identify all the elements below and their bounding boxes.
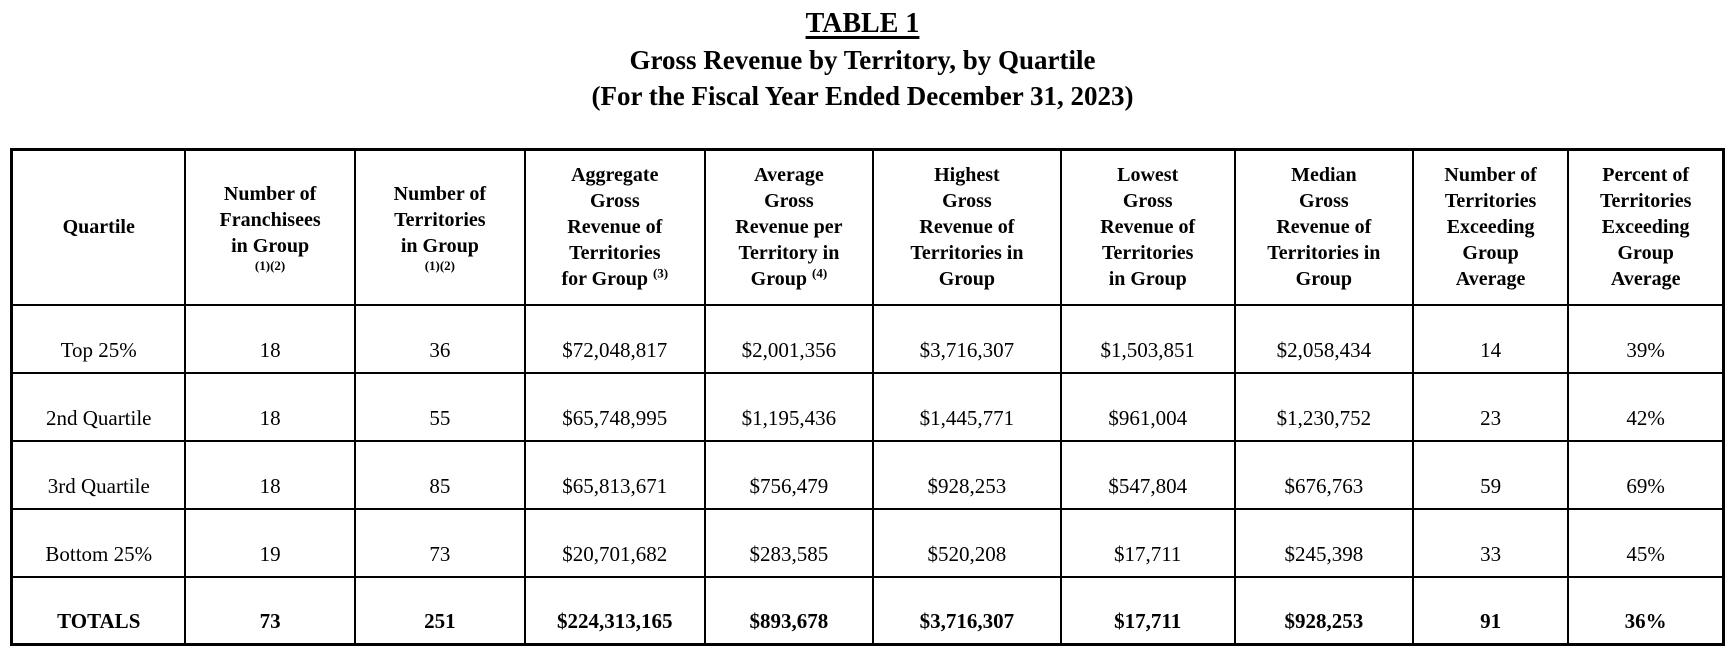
value-cell: $3,716,307 (873, 305, 1060, 373)
value-cell: $224,313,165 (525, 577, 705, 645)
value-cell: $756,479 (705, 441, 874, 509)
column-header-label: Number of Territories Exceeding Group Average (1444, 164, 1537, 291)
column-header-quartile (12, 150, 186, 305)
column-header-label: Aggregate Gross Revenue of Territories for Group $^{(3)}$ (561, 164, 669, 291)
row-label-cell: 2nd Quartile (12, 373, 186, 441)
quartile-row (12, 509, 1724, 577)
value-cell: 23 (1413, 373, 1569, 441)
row-label-cell: TOTALS (12, 577, 186, 645)
value-cell: 69% (1568, 441, 1723, 509)
quartile-row (12, 441, 1724, 509)
value-cell: 36% (1568, 577, 1723, 645)
value-cell: $893,678 (705, 577, 874, 645)
row-label-cell: Top 25% (12, 305, 186, 373)
value-cell: $3,716,307 (873, 577, 1060, 645)
value-cell: 18 (185, 441, 354, 509)
quartile-row (12, 373, 1724, 441)
column-header-average-gross-revenue-per-territory (705, 150, 874, 305)
gross-revenue-by-quartile-table (10, 148, 1725, 646)
footnote-reference: (4) (811, 265, 828, 281)
value-cell: 36 (355, 305, 525, 373)
value-cell: $928,253 (1235, 577, 1413, 645)
value-cell: $17,711 (1061, 509, 1235, 577)
table-period: (For the Fiscal Year Ended December 31, 2023) (591, 80, 1134, 111)
value-cell: 73 (355, 509, 525, 577)
column-header-label: Median Gross Revenue of Territories in Group (1267, 164, 1381, 291)
row-label-cell: Bottom 25% (12, 509, 186, 577)
value-cell: $283,585 (705, 509, 874, 577)
column-header-highest-gross-revenue (873, 150, 1060, 305)
value-cell: $65,813,671 (525, 441, 705, 509)
footnote-reference: (1)(2) (254, 258, 286, 274)
table-body (12, 305, 1724, 645)
row-label-cell: 3rd Quartile (12, 441, 186, 509)
value-cell: $65,748,995 (525, 373, 705, 441)
column-header-label: Average Gross Revenue per Territory in Group $^{(4)}$ (735, 164, 843, 291)
value-cell: 42% (1568, 373, 1723, 441)
table-title: TABLE 1 (805, 8, 920, 39)
value-cell: $20,701,682 (525, 509, 705, 577)
value-cell: 91 (1413, 577, 1569, 645)
totals-row (12, 577, 1724, 645)
column-header-label: Highest Gross Revenue of Territories in Group (910, 164, 1024, 291)
table-subtitle: Gross Revenue by Territory, by Quartile (629, 44, 1096, 75)
column-header-label: Quartile (62, 216, 135, 239)
value-cell: 18 (185, 305, 354, 373)
column-header-number-of-territories-in-group (355, 150, 525, 305)
value-cell: $2,058,434 (1235, 305, 1413, 373)
value-cell: 85 (355, 441, 525, 509)
value-cell: $72,048,817 (525, 305, 705, 373)
header-row (12, 150, 1724, 305)
column-header-label: Number of Franchisees in Group (219, 183, 321, 258)
quartile-row (12, 305, 1724, 373)
value-cell: 73 (185, 577, 354, 645)
value-cell: $1,445,771 (873, 373, 1060, 441)
value-cell: 14 (1413, 305, 1569, 373)
value-cell: $676,763 (1235, 441, 1413, 509)
value-cell: $1,230,752 (1235, 373, 1413, 441)
column-header-number-territories-exceeding-average (1413, 150, 1569, 305)
column-header-label: Lowest Gross Revenue of Territories in Group (1100, 164, 1196, 291)
table-header (12, 150, 1724, 305)
value-cell: 251 (355, 577, 525, 645)
column-header-median-gross-revenue (1235, 150, 1413, 305)
column-header-label: Number of Territories in Group (393, 183, 487, 258)
column-header-number-of-franchisees-in-group (185, 150, 354, 305)
value-cell: $2,001,356 (705, 305, 874, 373)
value-cell: $245,398 (1235, 509, 1413, 577)
column-header-aggregate-gross-revenue-for-group (525, 150, 705, 305)
value-cell: 19 (185, 509, 354, 577)
footnote-reference: (1)(2) (424, 258, 456, 274)
value-cell: 39% (1568, 305, 1723, 373)
value-cell: 55 (355, 373, 525, 441)
value-cell: $928,253 (873, 441, 1060, 509)
value-cell: $961,004 (1061, 373, 1235, 441)
value-cell: $547,804 (1061, 441, 1235, 509)
value-cell: $520,208 (873, 509, 1060, 577)
value-cell: 45% (1568, 509, 1723, 577)
value-cell: 33 (1413, 509, 1569, 577)
value-cell: 59 (1413, 441, 1569, 509)
value-cell: $1,503,851 (1061, 305, 1235, 373)
value-cell: $1,195,436 (705, 373, 874, 441)
title-block (0, 6, 1725, 114)
column-header-label: Percent of Territories Exceeding Group Average (1599, 164, 1692, 291)
footnote-reference: (3) (652, 265, 669, 281)
value-cell: 18 (185, 373, 354, 441)
column-header-lowest-gross-revenue (1061, 150, 1235, 305)
value-cell: $17,711 (1061, 577, 1235, 645)
column-header-percent-territories-exceeding-average (1568, 150, 1723, 305)
